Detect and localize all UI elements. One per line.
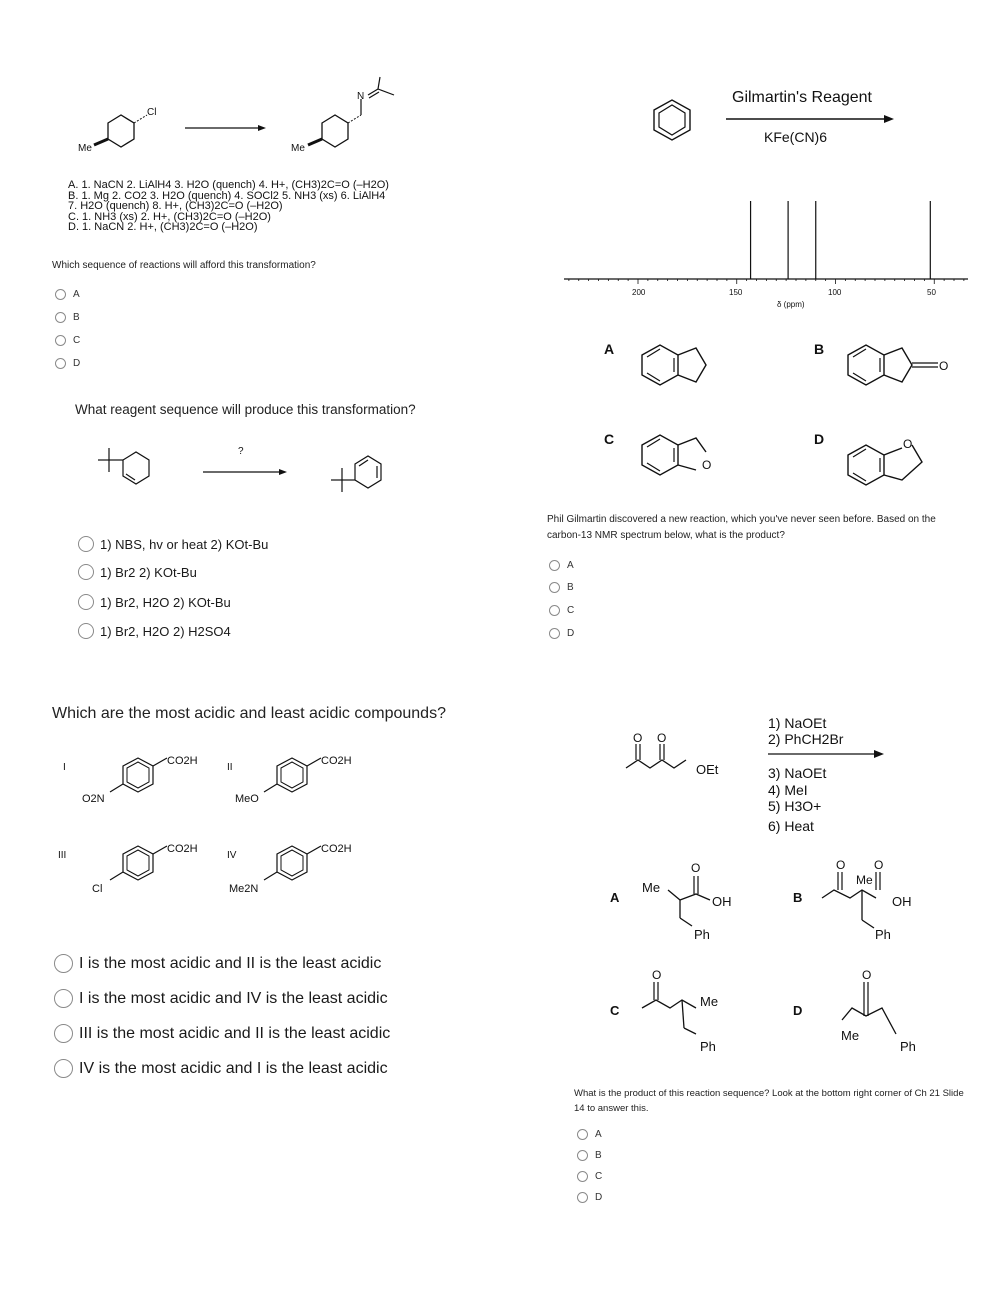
q4-option-a[interactable] — [549, 560, 574, 571]
q5-reaction-scheme — [600, 710, 890, 840]
nmr-spectrum — [562, 195, 972, 315]
atom-label: O — [903, 437, 913, 451]
q1-left-ring — [108, 115, 134, 147]
compound-substituent: Me2N — [229, 883, 259, 895]
q3-compounds — [55, 748, 395, 908]
radio-button[interactable] — [55, 289, 66, 300]
q3-option-1[interactable] — [54, 954, 381, 973]
group-label: Ph — [700, 1039, 716, 1054]
q4-reagent-top: Gilmartin's Reagent — [732, 89, 872, 106]
q4-question: Phil Gilmartin discovered a new reaction, which you've never seen before. Based on the carbon-13 NMR spectrum below, what is the product? — [547, 514, 936, 541]
product-label: A — [610, 890, 620, 905]
q1-reaction-scheme — [60, 75, 440, 165]
q1-choices — [68, 180, 389, 233]
option-label: C — [595, 1171, 603, 1182]
group-label: OH — [892, 894, 912, 909]
compound-acid-group: CO2H — [321, 755, 352, 767]
nmr-tick-label: 200 — [632, 288, 646, 297]
q5-question: What is the product of this reaction sequence? Look at the bottom right corner of Ch 21 Slide 14 to answer this. — [574, 1088, 964, 1114]
radio-button[interactable] — [78, 564, 94, 580]
q1-right-n: N — [357, 91, 365, 102]
option-label: D — [595, 1192, 603, 1203]
radio-button[interactable] — [549, 605, 560, 616]
q4-option-b[interactable] — [549, 582, 574, 593]
q1-choice-line: A. 1. NaCN 2. LiAlH4 3. H2O (quench) 4. H+, (CH3)2C=O (–H2O) — [68, 179, 389, 191]
q3-option-3[interactable] — [54, 1024, 390, 1043]
q2-option-1[interactable] — [78, 536, 268, 552]
q3-option-4[interactable] — [54, 1059, 388, 1078]
option-label: 1) Br2, H2O 2) H2SO4 — [100, 623, 231, 639]
q1-option-b[interactable] — [55, 312, 80, 323]
radio-button[interactable] — [55, 358, 66, 369]
product-label: C — [610, 1003, 620, 1018]
radio-button[interactable] — [577, 1192, 588, 1203]
q5-reagent-line: 3) NaOEt — [768, 765, 827, 781]
atom-label: O — [836, 858, 846, 872]
atom-label: O — [691, 861, 701, 875]
option-label: III is the most acidic and II is the least acidic — [79, 1024, 391, 1042]
radio-button[interactable] — [549, 628, 560, 639]
radio-button[interactable] — [55, 312, 66, 323]
option-label: B — [595, 1150, 602, 1161]
group-label: Me — [700, 994, 719, 1009]
q5-reagent-line: 2) PhCH2Br — [768, 731, 844, 747]
compound-acid-group: CO2H — [321, 843, 352, 855]
option-label: I is the most acidic and IV is the least acidic — [79, 989, 388, 1007]
radio-button[interactable] — [54, 989, 73, 1008]
option-label: B — [567, 582, 574, 593]
option-label: B — [73, 312, 80, 323]
q1-choice-line: B. 1. Mg 2. CO2 3. H2O (quench) 4. SOCl2 5. NH3 (xs) 6. LiAlH4 — [68, 189, 386, 202]
group-label: Me — [642, 880, 661, 895]
product-label: D — [793, 1003, 803, 1018]
q2-arrow-label: ? — [238, 446, 244, 457]
compound-acid-group: CO2H — [167, 843, 198, 855]
q5-reagent-line: 5) H3O+ — [768, 798, 822, 814]
radio-button[interactable] — [54, 1024, 73, 1043]
q1-choice-line: 7. H2O (quench) 8. H+, (CH3)2C=O (–H2O) — [68, 200, 283, 212]
q5-option-c[interactable] — [577, 1171, 602, 1182]
group-label: Ph — [875, 927, 891, 942]
q4-reagent-bottom: KFe(CN)6 — [764, 129, 828, 145]
radio-button[interactable] — [577, 1150, 588, 1161]
option-label: 1) Br2, H2O 2) KOt-Bu — [100, 594, 231, 610]
q1-question: Which sequence of reactions will afford this transformation? — [52, 260, 316, 271]
q3-option-2[interactable] — [54, 989, 388, 1008]
q4-option-c[interactable] — [549, 605, 574, 616]
compound-substituent: Cl — [92, 883, 103, 895]
atom-label: O — [862, 968, 872, 982]
q2-option-3[interactable] — [78, 594, 231, 610]
atom-label: O — [652, 968, 662, 982]
radio-button[interactable] — [577, 1129, 588, 1140]
q1-option-c[interactable] — [55, 335, 80, 346]
radio-button[interactable] — [78, 536, 94, 552]
option-label: 1) NBS, hv or heat 2) KOt-Bu — [100, 536, 269, 552]
group-label: OH — [712, 894, 732, 909]
atom-label: O — [633, 731, 643, 745]
compound-numeral: I — [63, 762, 66, 773]
compound-acid-group: CO2H — [167, 755, 198, 767]
q1-choice-line: D. 1. NaCN 2. H+, (CH3)2C=O (–H2O) — [68, 221, 258, 233]
compound-numeral: III — [58, 850, 67, 861]
q1-option-d[interactable] — [55, 358, 80, 369]
nmr-tick-label: 50 — [927, 288, 936, 297]
radio-button[interactable] — [577, 1171, 588, 1182]
option-label: D — [567, 628, 575, 639]
option-label: 1) Br2 2) KOt-Bu — [100, 564, 197, 580]
q5-option-d[interactable] — [577, 1192, 602, 1203]
q5-reagent-line: 6) Heat — [768, 818, 814, 834]
atom-label: O — [657, 731, 667, 745]
group-label: Me — [841, 1028, 860, 1043]
product-label: A — [604, 341, 615, 357]
nmr-axis-label: δ (ppm) — [777, 300, 805, 309]
compound-numeral: IV — [227, 850, 237, 861]
option-label: A — [567, 560, 574, 571]
radio-button[interactable] — [549, 582, 560, 593]
option-label: D — [73, 358, 81, 369]
option-label: IV is the most acidic and I is the least acidic — [79, 1059, 388, 1077]
q5-products — [600, 850, 960, 1060]
radio-button[interactable] — [549, 560, 560, 571]
product-label: D — [814, 431, 825, 447]
q1-left-me: Me — [78, 143, 92, 154]
group-label: Ph — [900, 1039, 916, 1054]
compound-substituent: O2N — [82, 793, 105, 805]
q5-reagent-line: 4) MeI — [768, 782, 808, 798]
compound-substituent: MeO — [235, 793, 259, 805]
radio-button[interactable] — [78, 623, 94, 639]
q4-products — [600, 330, 980, 490]
q3-question: Which are the most acidic and least acidic compounds? — [52, 705, 446, 722]
q1-option-a[interactable] — [55, 289, 80, 300]
option-label: C — [73, 335, 81, 346]
q1-right-ring — [322, 115, 348, 147]
q2-reaction-scheme — [85, 440, 405, 500]
compound-numeral: II — [227, 762, 233, 773]
atom-label: O — [939, 359, 949, 373]
group-label: Me — [856, 873, 873, 887]
group-label: Ph — [694, 927, 710, 942]
q2-option-4[interactable] — [78, 623, 231, 639]
radio-button[interactable] — [55, 335, 66, 346]
q5-option-a[interactable] — [577, 1129, 602, 1140]
q1-left-cl: Cl — [147, 107, 157, 118]
q5-start-group: OEt — [696, 762, 719, 777]
product-label: B — [793, 890, 803, 905]
q2-question: What reagent sequence will produce this transformation? — [75, 402, 416, 417]
atom-label: O — [702, 458, 712, 472]
nmr-tick-label: 100 — [828, 288, 842, 297]
option-label: A — [73, 289, 80, 300]
radio-button[interactable] — [54, 1059, 73, 1078]
q4-reaction-scheme — [640, 80, 910, 160]
q2-option-2[interactable] — [78, 564, 197, 580]
option-label: I is the most acidic and II is the least acidic — [79, 954, 382, 972]
radio-button[interactable] — [54, 954, 73, 973]
product-label: C — [604, 431, 615, 447]
q1-choice-line: C. 1. NH3 (xs) 2. H+, (CH3)2C=O (–H2O) — [68, 210, 271, 223]
option-label: A — [595, 1129, 602, 1140]
nmr-tick-label: 150 — [729, 288, 743, 297]
atom-label: O — [874, 858, 884, 872]
q5-option-b[interactable] — [577, 1150, 602, 1161]
q1-right-me: Me — [291, 143, 305, 154]
radio-button[interactable] — [78, 594, 94, 610]
q4-option-d[interactable] — [549, 628, 574, 639]
q5-reagent-line: 1) NaOEt — [768, 715, 827, 731]
option-label: C — [567, 605, 575, 616]
product-label: B — [814, 341, 825, 357]
